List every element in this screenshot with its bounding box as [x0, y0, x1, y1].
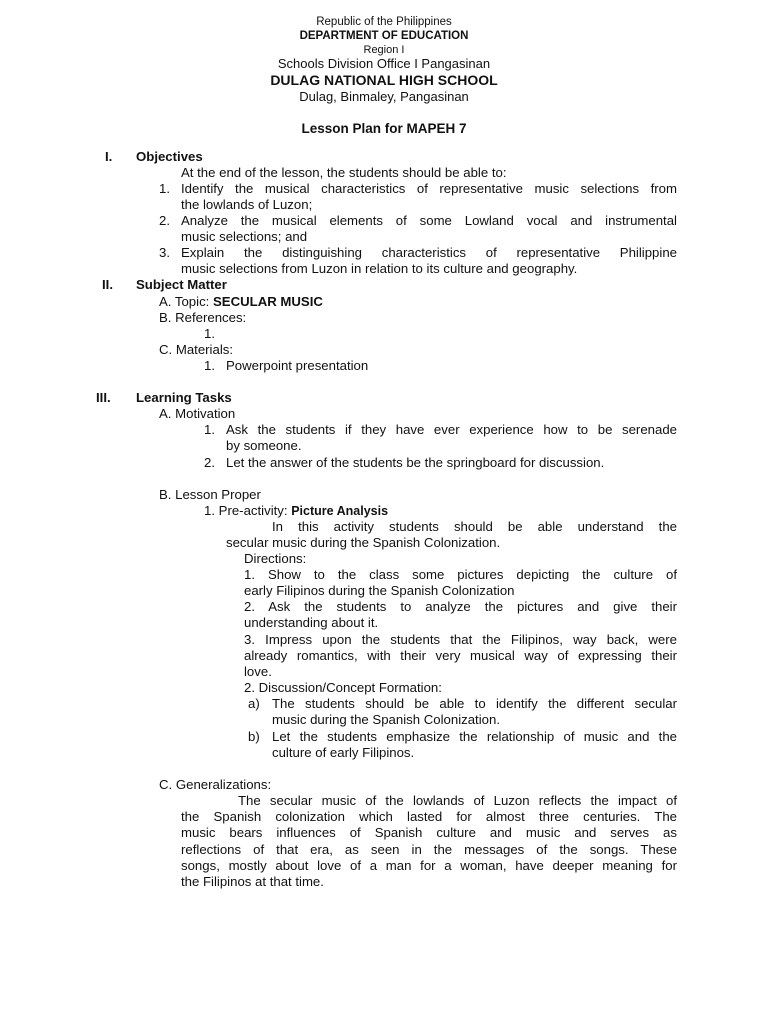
- document-title: Lesson Plan for MAPEH 7: [301, 121, 467, 136]
- generalization-line: the Filipinos at that time.: [181, 874, 324, 889]
- pre-activity-label: 1. Pre-activity:: [204, 503, 292, 518]
- lesson-proper-label: B. Lesson Proper: [159, 487, 261, 502]
- direction-3-line: love.: [244, 664, 272, 679]
- objective-number: 1.: [159, 181, 170, 196]
- direction-3-line: 3. Impress upon the students that the Filipinos, way back, were: [244, 632, 677, 647]
- discussion-item-marker: b): [248, 729, 260, 744]
- direction-3-line: already romantics, with their very musical way of expressing their: [244, 648, 677, 663]
- header-department: DEPARTMENT OF EDUCATION: [299, 30, 469, 42]
- motivation-label: A. Motivation: [159, 406, 236, 421]
- topic-label: A. Topic:: [159, 294, 213, 309]
- header-division: Schools Division Office I Pangasinan: [277, 56, 491, 71]
- direction-1-line: early Filipinos during the Spanish Colonization: [244, 583, 515, 598]
- discussion-a-line: music during the Spanish Colonization.: [272, 712, 500, 727]
- header-republic: Republic of the Philippines: [316, 16, 452, 28]
- generalization-line: songs, mostly about love of a man for a woman, have deeper meaning for: [181, 858, 677, 873]
- learning-tasks-numeral: III.: [96, 390, 111, 405]
- objective-1-line: Identify the musical characteristics of representative music selections from: [181, 181, 677, 196]
- objective-3-line: music selections from Luzon in relation to its culture and geography.: [181, 261, 578, 276]
- topic-value: SECULAR MUSIC: [213, 294, 323, 309]
- objective-2-line: Analyze the musical elements of some Lowland vocal and instrumental: [181, 213, 677, 228]
- objectives-numeral: I.: [105, 149, 113, 164]
- objective-number: 2.: [159, 213, 170, 228]
- objective-2-line: music selections; and: [181, 229, 308, 244]
- header-school: DULAG NATIONAL HIGH SCHOOL: [270, 72, 498, 88]
- discussion-b-line: culture of early Filipinos.: [272, 745, 415, 760]
- materials-label: C. Materials:: [159, 342, 234, 357]
- subject-matter-heading: Subject Matter: [136, 277, 227, 292]
- references-item: 1.: [204, 326, 215, 341]
- direction-1-line: 1. Show to the class some pictures depicting the culture of: [244, 567, 677, 582]
- pre-activity-paragraph-line: secular music during the Spanish Colonization.: [226, 535, 501, 550]
- learning-tasks-heading: Learning Tasks: [136, 390, 232, 405]
- discussion-label: 2. Discussion/Concept Formation:: [244, 680, 442, 695]
- discussion-item-marker: a): [248, 696, 260, 711]
- topic-line: [159, 294, 323, 310]
- motivation-1-line: by someone.: [226, 438, 302, 453]
- motivation-1-line: Ask the students if they have ever experience how to be serenade: [226, 422, 677, 437]
- subject-matter-numeral: II.: [102, 277, 113, 292]
- objective-3-line: Explain the distinguishing characteristics of representative Philippine: [181, 245, 677, 260]
- materials-item: Powerpoint presentation: [226, 358, 369, 373]
- header-address: Dulag, Binmaley, Pangasinan: [299, 89, 469, 104]
- discussion-a-line: The students should be able to identify the different secular: [272, 696, 677, 711]
- motivation-number: 2.: [204, 455, 215, 470]
- direction-2-line: 2. Ask the students to analyze the pictures and give their: [244, 599, 677, 614]
- pre-activity-title: Picture Analysis: [291, 504, 389, 518]
- generalization-line: reflections of that era, as seen in the messages of the songs. These: [181, 842, 677, 857]
- generalization-line: the Spanish colonization which lasted for almost three centuries. The: [181, 809, 677, 824]
- objective-number: 3.: [159, 245, 170, 260]
- generalizations-label: C. Generalizations:: [159, 777, 272, 792]
- direction-2-line: understanding about it.: [244, 615, 379, 630]
- objective-1-line: the lowlands of Luzon;: [181, 197, 313, 212]
- generalization-line: The secular music of the lowlands of Luzon reflects the impact of: [238, 793, 677, 808]
- references-label: B. References:: [159, 310, 247, 325]
- materials-item-number: 1.: [204, 358, 215, 373]
- motivation-2-line: Let the answer of the students be the springboard for discussion.: [226, 455, 605, 470]
- motivation-number: 1.: [204, 422, 215, 437]
- header-region: Region I: [363, 44, 405, 56]
- objectives-heading: Objectives: [136, 149, 203, 164]
- pre-activity-line: [204, 503, 388, 519]
- generalization-line: music bears influences of Spanish culture and music and serves as: [181, 825, 677, 840]
- directions-label: Directions:: [244, 551, 307, 566]
- objectives-intro: At the end of the lesson, the students should be able to:: [181, 165, 507, 180]
- discussion-b-line: Let the students emphasize the relationship of music and the: [272, 729, 677, 744]
- pre-activity-paragraph-line: In this activity students should be able understand the: [272, 519, 677, 534]
